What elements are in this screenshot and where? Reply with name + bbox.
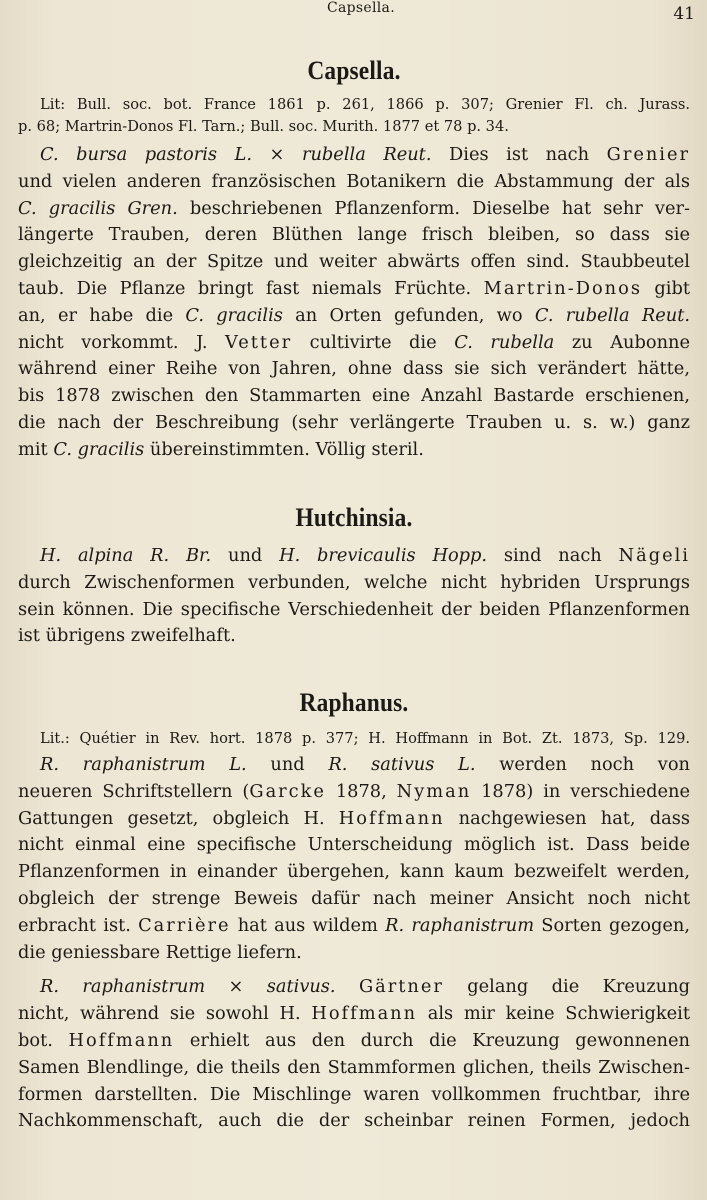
text-run: beschriebenen Pflanzenform. Dieselbe hat sehr ver- — [177, 197, 690, 219]
text-run: gelang die Kreuzung — [443, 976, 690, 998]
text-run: gibt — [641, 277, 691, 299]
text-run: nachgewiesen hat, dass — [444, 807, 690, 829]
taxon-name: R. raphanistrum — [385, 914, 535, 936]
taxon-name: H. alpina R. Br. — [40, 545, 212, 566]
section-capsella — [18, 56, 690, 464]
taxon-name: C. bursa pastoris L. × rubella Reut. — [40, 144, 432, 165]
taxon-name: C. rubella Reut. — [534, 304, 691, 326]
author-name: Hoffmann — [311, 1003, 418, 1025]
text-run: zu Aubonne — [554, 331, 691, 353]
literature-raphanus — [18, 728, 690, 750]
text-run — [336, 976, 359, 997]
running-title: Capsella. — [327, 0, 395, 16]
taxon-name: C. rubella — [454, 331, 555, 353]
taxon-name: C. gracilis Gren. — [18, 197, 178, 219]
text-run: bot. — [18, 1029, 69, 1051]
text-run: cultivirte die — [292, 331, 455, 353]
taxon-name: R. sativus L. — [328, 754, 476, 775]
running-head — [0, 0, 707, 22]
text-run: an Orten gefunden, wo — [282, 304, 535, 326]
paragraph-raphanus-1 — [18, 752, 690, 966]
text-line — [18, 303, 690, 330]
text-line — [18, 543, 690, 570]
text-run: werden noch von — [475, 754, 690, 775]
taxon-name: R. raphanistrum L. — [40, 754, 247, 775]
text-line: längerte Trauben, deren Blüthen lange frisch bleiben, so dass sie — [18, 224, 690, 246]
text-run: übereinstimmten. Völlig steril. — [144, 438, 424, 460]
text-run: und — [211, 545, 280, 566]
author-name: Vetter — [225, 331, 293, 353]
text-line: formen darstellten. Die Mischlinge waren vollkommen fruchtbar, ihre — [18, 1083, 690, 1105]
page-number: 41 — [673, 4, 695, 24]
author-name: Nägeli — [618, 545, 690, 566]
text-run: taub. Die Pflanze bringt fast niemals Früchte. — [18, 277, 484, 299]
text-line — [18, 330, 690, 357]
text-run: 1878, — [325, 780, 397, 802]
text-line: nicht einmal eine specifische Unterscheidung möglich ist. Dass beide — [18, 834, 690, 856]
text-run: mit — [18, 438, 54, 460]
text-line: die nach der Beschreibung (sehr verlängerte Trauben u. s. w.) ganz — [18, 411, 690, 433]
text-line: gleichzeitig an der Spitze und weiter abwärts offen sind. Staubbeutel — [18, 251, 690, 273]
author-name: Garcke — [249, 780, 326, 802]
author-name: Martrin-Donos — [483, 277, 642, 299]
text-run: sind nach — [487, 545, 619, 566]
text-line: die geniessbare Rettige liefern. — [18, 941, 302, 963]
text-run: 1878) in verschiedene — [471, 780, 690, 802]
text-line — [18, 806, 690, 833]
text-run: Sorten gezogen, — [534, 914, 690, 936]
section-heading-raphanus: Raphanus. — [299, 688, 409, 717]
text-line: Nachkommenschaft, auch die der scheinbar reinen Formen, jedoch — [18, 1110, 690, 1132]
text-run: erbracht ist. — [18, 914, 139, 936]
taxon-name: H. brevicaulis Hopp. — [279, 545, 488, 566]
text-line — [18, 1028, 690, 1055]
text-line: ist übrigens zweifelhaft. — [18, 625, 236, 647]
text-run: Gattungen gesetzt, obgleich H. — [18, 807, 339, 829]
text-run: neueren Schriftstellern ( — [18, 780, 250, 802]
text-line — [18, 142, 690, 169]
text-line: bis 1878 zwischen den Stammarten eine Anzahl Bastarde erschienen, — [18, 385, 690, 407]
author-name: Gärtner — [358, 976, 444, 998]
text-line — [18, 779, 690, 806]
section-heading-capsella: Capsella. — [307, 56, 401, 85]
literature-line: Lit.: Quétier in Rev. hort. 1878 p. 377; H. Hoffmann in Bot. Zt. 1873, Sp. 129. — [40, 730, 690, 747]
text-line — [18, 1001, 690, 1028]
taxon-name: C. gracilis — [185, 304, 283, 326]
text-run: als mir keine Schwierigkeit — [417, 1003, 690, 1025]
taxon-name: R. raphanistrum × sativus. — [40, 976, 336, 998]
text-line: obgleich der strenge Beweis dafür nach meiner Ansicht noch nicht — [18, 887, 690, 909]
text-line — [18, 752, 690, 779]
text-run: hat aus wildem — [230, 914, 386, 936]
literature-capsella — [18, 94, 690, 138]
text-line — [18, 913, 690, 940]
author-name: Grenier — [606, 144, 691, 165]
text-line — [18, 974, 690, 1001]
section-hutchinsia — [18, 503, 690, 650]
text-run: nicht vorkommt. J. — [18, 331, 226, 353]
paragraph-hutchinsia — [18, 543, 690, 650]
text-line: sein können. Die specifische Verschiedenheit der beiden Pflanzenformen — [18, 598, 690, 620]
paragraph-capsella-hybrid — [18, 142, 690, 464]
text-line: während einer Reihe von Jahren, ohne dass sie sich verändert hätte, — [18, 358, 690, 380]
author-name: Hoffmann — [68, 1029, 175, 1051]
author-name: Carrière — [138, 914, 231, 936]
taxon-name: C. gracilis — [53, 438, 145, 460]
text-line: und vielen anderen französischen Botanikern die Abstammung der als — [18, 170, 690, 192]
text-line — [18, 437, 690, 464]
literature-line: Lit: Bull. soc. bot. France 1861 p. 261, 1866 p. 307; Grenier Fl. ch. Jurass. — [40, 96, 690, 113]
author-name: Nyman — [396, 780, 472, 802]
text-run: und — [246, 754, 329, 775]
text-run: erhielt aus den durch die Kreuzung gewonnenen — [174, 1029, 690, 1051]
text-line — [18, 276, 690, 303]
author-name: Hoffmann — [338, 807, 445, 829]
text-line: Samen Blendlinge, die theils den Stammformen glichen, theils Zwischen- — [18, 1056, 690, 1078]
section-raphanus — [18, 688, 690, 1135]
text-line: durch Zwischenformen verbunden, welche nicht hybriden Ursprungs — [18, 571, 690, 593]
text-run: nicht, während sie sowohl H. — [18, 1003, 312, 1025]
literature-line: p. 68; Martrin-Donos Fl. Tarn.; Bull. soc. Murith. 1877 et 78 p. 34. — [18, 118, 509, 135]
text-run: Dies ist nach — [431, 144, 607, 165]
text-line — [18, 196, 690, 223]
paragraph-raphanus-2 — [18, 974, 690, 1135]
section-heading-hutchinsia: Hutchinsia. — [295, 503, 413, 532]
text-run: an, er habe die — [18, 304, 186, 326]
text-line: Pflanzenformen in einander übergehen, kann kaum bezweifelt werden, — [18, 861, 690, 883]
